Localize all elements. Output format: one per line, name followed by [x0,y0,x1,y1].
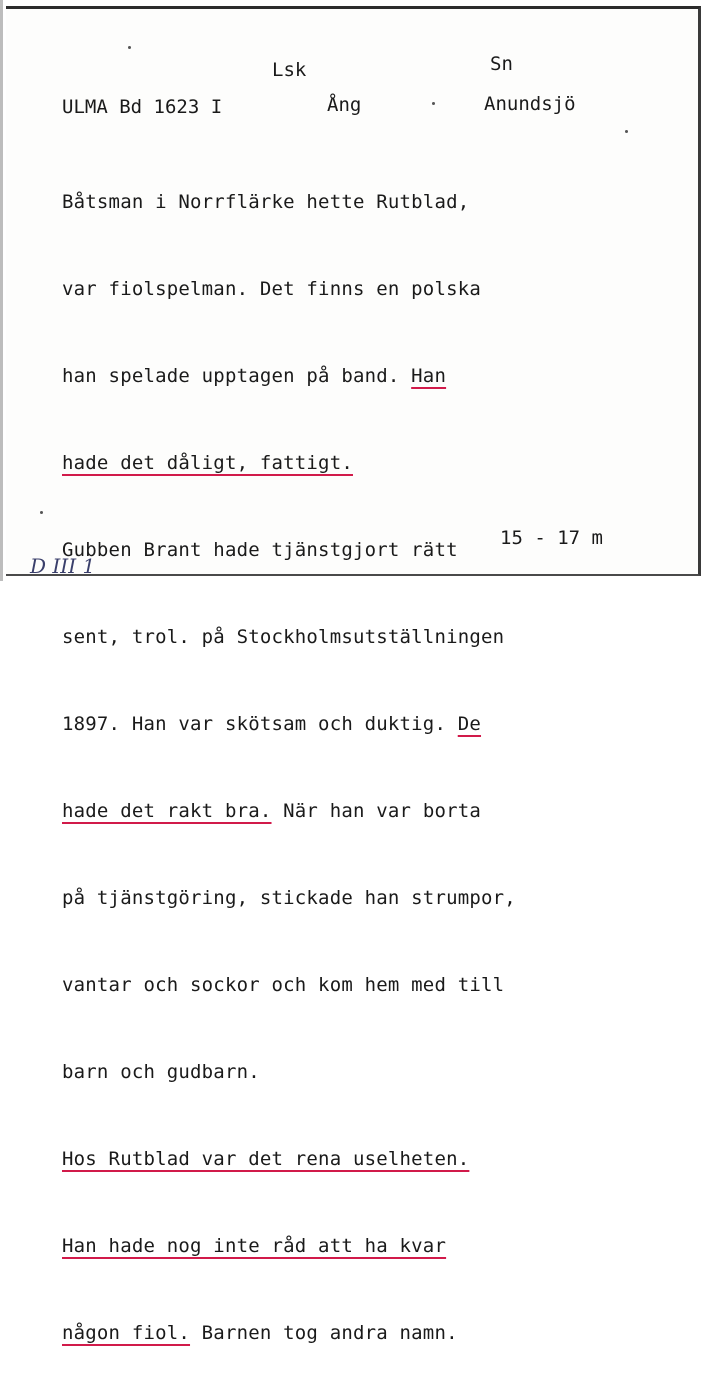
header-parish: Anundsjö [484,93,576,115]
underlined-text: Han [411,365,447,387]
line-text: han spelade upptagen på band. [62,365,412,387]
underlined-text: hade det dåligt, fattigt. [62,452,353,474]
text-line [62,623,516,652]
text-line [62,188,516,217]
text-line [62,1145,516,1174]
line-text: När han var borta [271,800,482,822]
header-ang: Ång [327,94,362,116]
underlined-text: De [457,713,482,735]
text-line [62,536,516,565]
line-text: Gubben Brant hade tjänstgjort rätt [62,539,458,561]
underlined-text: någon fiol. [62,1322,191,1344]
line-text: Båtsman i Norrflärke hette Rutblad, [62,191,470,213]
header-sn: Sn [490,53,513,75]
card-left-edge [0,0,3,581]
line-text: vantar och sockor och kom hem med till [62,974,505,996]
text-line [62,971,516,1000]
line-text: var fiolspelman. Det finns en polska [62,278,482,300]
text-line [62,1319,516,1348]
text-line [62,1232,516,1261]
header-lsk: Lsk [272,59,307,81]
header-source: ULMA Bd 1623 I [62,96,223,118]
text-line [62,275,516,304]
line-text: 1897. Han var skötsam och duktig. [62,713,458,735]
line-text: på tjänstgöring, stickade han strumpor, [62,887,516,909]
underlined-text: Han hade nog inte råd att ha kvar [62,1235,447,1257]
text-line [62,797,516,826]
text-line [62,884,516,913]
ink-speck [128,46,131,49]
underlined-text: hade det rakt bra. [62,800,272,822]
ink-speck [625,130,628,133]
text-line [62,449,516,478]
underlined-text: Hos Rutblad var det rena uselheten. [62,1148,470,1170]
line-text: Barnen tog andra namn. [190,1322,458,1344]
line-text: sent, trol. på Stockholmsutställningen [62,626,505,648]
text-line [62,710,516,739]
page-range: 15 - 17 m [500,527,603,549]
card-body-text [62,130,516,1377]
text-line [62,1058,516,1087]
ink-speck [432,102,435,105]
handwritten-note: D III 1 [30,554,96,578]
text-line [62,362,516,391]
line-text: barn och gudbarn. [62,1061,260,1083]
ink-speck [40,511,43,514]
